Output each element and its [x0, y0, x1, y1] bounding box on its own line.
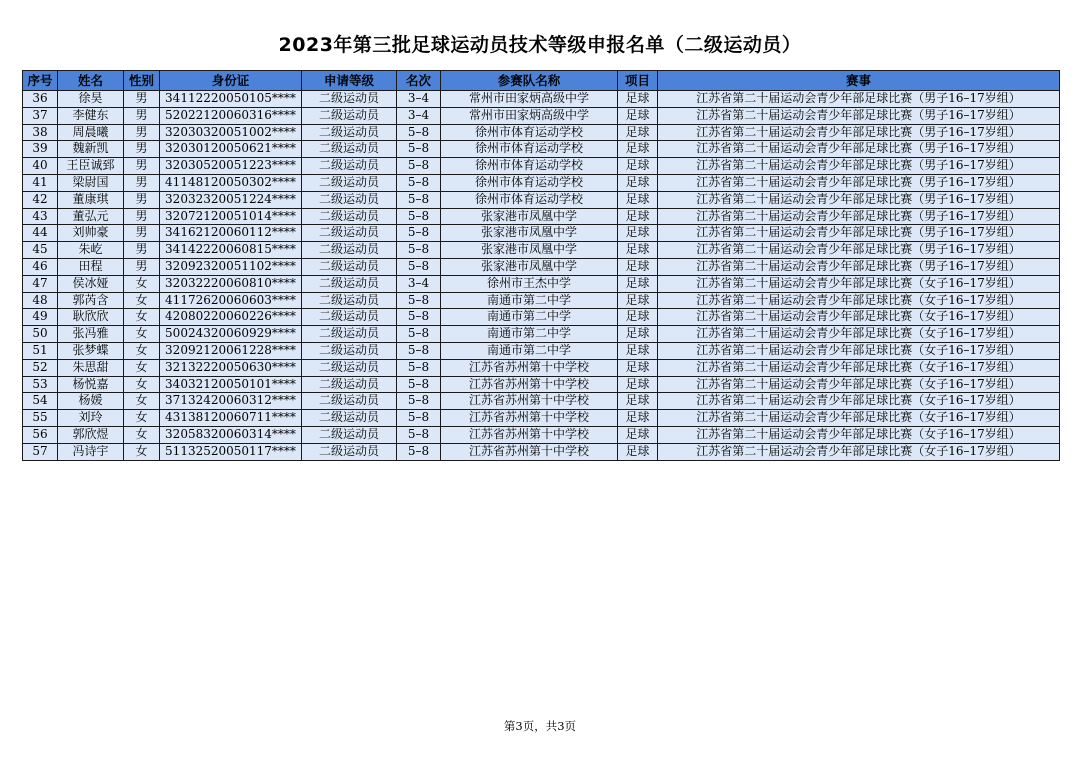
cell-gender: 男 — [124, 107, 160, 124]
cell-rank: 3–4 — [397, 91, 441, 108]
cell-id-number: 34112220050105**** — [160, 91, 302, 108]
cell-gender: 女 — [124, 376, 160, 393]
cell-team: 江苏省苏州第十中学校 — [441, 393, 618, 410]
cell-index: 37 — [23, 107, 58, 124]
cell-event: 江苏省第二十届运动会青少年部足球比赛（男子16–17岁组） — [658, 158, 1060, 175]
cell-team: 徐州市体育运动学校 — [441, 124, 618, 141]
cell-level: 二级运动员 — [302, 174, 397, 191]
page-title: 2023年第三批足球运动员技术等级申报名单（二级运动员） — [278, 34, 802, 56]
cell-name: 冯诗宇 — [58, 443, 124, 460]
cell-id-number: 50024320060929**** — [160, 326, 302, 343]
cell-level: 二级运动员 — [302, 359, 397, 376]
header-id-number: 身份证 — [160, 71, 302, 91]
cell-level: 二级运动员 — [302, 124, 397, 141]
cell-rank: 5–8 — [397, 443, 441, 460]
cell-index: 56 — [23, 426, 58, 443]
cell-event: 江苏省第二十届运动会青少年部足球比赛（女子16–17岁组） — [658, 326, 1060, 343]
cell-id-number: 32092120061228**** — [160, 342, 302, 359]
cell-gender: 女 — [124, 410, 160, 427]
cell-index: 39 — [23, 141, 58, 158]
cell-event: 江苏省第二十届运动会青少年部足球比赛（女子16–17岁组） — [658, 376, 1060, 393]
cell-gender: 男 — [124, 258, 160, 275]
cell-id-number: 37132420060312**** — [160, 393, 302, 410]
cell-name: 王臣诚郅 — [58, 158, 124, 175]
cell-name: 周晨曦 — [58, 124, 124, 141]
cell-sport: 足球 — [618, 258, 658, 275]
cell-sport: 足球 — [618, 174, 658, 191]
cell-gender: 男 — [124, 174, 160, 191]
cell-rank: 5–8 — [397, 258, 441, 275]
cell-gender: 女 — [124, 309, 160, 326]
cell-index: 53 — [23, 376, 58, 393]
table-row — [23, 326, 1060, 343]
cell-gender: 男 — [124, 191, 160, 208]
cell-level: 二级运动员 — [302, 225, 397, 242]
table-row — [23, 124, 1060, 141]
cell-event: 江苏省第二十届运动会青少年部足球比赛（男子16–17岁组） — [658, 91, 1060, 108]
cell-level: 二级运动员 — [302, 292, 397, 309]
header-index: 序号 — [23, 71, 58, 91]
cell-id-number: 32072120051014**** — [160, 208, 302, 225]
cell-rank: 5–8 — [397, 242, 441, 259]
cell-id-number: 32032220060810**** — [160, 275, 302, 292]
cell-name: 李健东 — [58, 107, 124, 124]
cell-level: 二级运动员 — [302, 275, 397, 292]
cell-id-number: 32092320051102**** — [160, 258, 302, 275]
cell-name: 董康琪 — [58, 191, 124, 208]
cell-index: 49 — [23, 309, 58, 326]
header-sport: 项目 — [618, 71, 658, 91]
cell-index: 48 — [23, 292, 58, 309]
header-rank: 名次 — [397, 71, 441, 91]
cell-id-number: 32058320060314**** — [160, 426, 302, 443]
cell-gender: 男 — [124, 208, 160, 225]
cell-team: 南通市第二中学 — [441, 326, 618, 343]
cell-level: 二级运动员 — [302, 443, 397, 460]
table-row — [23, 443, 1060, 460]
cell-event: 江苏省第二十届运动会青少年部足球比赛（女子16–17岁组） — [658, 309, 1060, 326]
cell-name: 侯冰娅 — [58, 275, 124, 292]
cell-index: 38 — [23, 124, 58, 141]
header-name: 姓名 — [58, 71, 124, 91]
table-row — [23, 107, 1060, 124]
cell-name: 杨悦嘉 — [58, 376, 124, 393]
cell-rank: 5–8 — [397, 326, 441, 343]
cell-team: 南通市第二中学 — [441, 342, 618, 359]
cell-id-number: 32032320051224**** — [160, 191, 302, 208]
cell-team: 张家港市凤凰中学 — [441, 242, 618, 259]
cell-gender: 女 — [124, 275, 160, 292]
cell-rank: 5–8 — [397, 342, 441, 359]
cell-sport: 足球 — [618, 158, 658, 175]
cell-level: 二级运动员 — [302, 426, 397, 443]
cell-id-number: 42080220060226**** — [160, 309, 302, 326]
table-row — [23, 292, 1060, 309]
cell-event: 江苏省第二十届运动会青少年部足球比赛（女子16–17岁组） — [658, 393, 1060, 410]
cell-name: 郭欣煜 — [58, 426, 124, 443]
cell-name: 耿欣欣 — [58, 309, 124, 326]
cell-rank: 5–8 — [397, 191, 441, 208]
cell-rank: 5–8 — [397, 376, 441, 393]
table-row — [23, 242, 1060, 259]
cell-index: 36 — [23, 91, 58, 108]
cell-gender: 女 — [124, 426, 160, 443]
table-row — [23, 158, 1060, 175]
cell-sport: 足球 — [618, 208, 658, 225]
cell-event: 江苏省第二十届运动会青少年部足球比赛（女子16–17岁组） — [658, 292, 1060, 309]
cell-team: 徐州市体育运动学校 — [441, 191, 618, 208]
cell-id-number: 32030120050621**** — [160, 141, 302, 158]
cell-event: 江苏省第二十届运动会青少年部足球比赛（女子16–17岁组） — [658, 342, 1060, 359]
cell-name: 刘帅豪 — [58, 225, 124, 242]
cell-index: 55 — [23, 410, 58, 427]
cell-team: 张家港市凤凰中学 — [441, 208, 618, 225]
cell-index: 40 — [23, 158, 58, 175]
cell-gender: 男 — [124, 141, 160, 158]
cell-level: 二级运动员 — [302, 309, 397, 326]
table-row — [23, 191, 1060, 208]
cell-rank: 5–8 — [397, 292, 441, 309]
cell-name: 朱思甜 — [58, 359, 124, 376]
cell-gender: 男 — [124, 158, 160, 175]
cell-team: 徐州市王杰中学 — [441, 275, 618, 292]
cell-index: 47 — [23, 275, 58, 292]
cell-event: 江苏省第二十届运动会青少年部足球比赛（男子16–17岁组） — [658, 141, 1060, 158]
cell-rank: 3–4 — [397, 275, 441, 292]
cell-sport: 足球 — [618, 393, 658, 410]
cell-rank: 5–8 — [397, 393, 441, 410]
cell-event: 江苏省第二十届运动会青少年部足球比赛（男子16–17岁组） — [658, 107, 1060, 124]
cell-gender: 男 — [124, 242, 160, 259]
table-row — [23, 342, 1060, 359]
cell-sport: 足球 — [618, 225, 658, 242]
cell-team: 南通市第二中学 — [441, 292, 618, 309]
table-row — [23, 426, 1060, 443]
table-row — [23, 376, 1060, 393]
cell-level: 二级运动员 — [302, 141, 397, 158]
cell-id-number: 34142220060815**** — [160, 242, 302, 259]
header-team: 参赛队名称 — [441, 71, 618, 91]
cell-index: 57 — [23, 443, 58, 460]
cell-id-number: 43138120060711**** — [160, 410, 302, 427]
cell-event: 江苏省第二十届运动会青少年部足球比赛（男子16–17岁组） — [658, 242, 1060, 259]
cell-index: 54 — [23, 393, 58, 410]
cell-level: 二级运动员 — [302, 376, 397, 393]
cell-rank: 5–8 — [397, 309, 441, 326]
cell-sport: 足球 — [618, 443, 658, 460]
cell-gender: 男 — [124, 124, 160, 141]
cell-name: 郭芮含 — [58, 292, 124, 309]
cell-event: 江苏省第二十届运动会青少年部足球比赛（女子16–17岁组） — [658, 443, 1060, 460]
cell-rank: 5–8 — [397, 141, 441, 158]
cell-name: 田程 — [58, 258, 124, 275]
cell-team: 江苏省苏州第十中学校 — [441, 443, 618, 460]
table-row — [23, 410, 1060, 427]
athlete-table — [22, 70, 1060, 461]
cell-name: 魏新凯 — [58, 141, 124, 158]
cell-name: 朱屹 — [58, 242, 124, 259]
header-gender: 性别 — [124, 71, 160, 91]
cell-event: 江苏省第二十届运动会青少年部足球比赛（女子16–17岁组） — [658, 426, 1060, 443]
cell-level: 二级运动员 — [302, 410, 397, 427]
cell-rank: 5–8 — [397, 410, 441, 427]
cell-sport: 足球 — [618, 141, 658, 158]
table-row — [23, 208, 1060, 225]
table-row — [23, 258, 1060, 275]
cell-team: 江苏省苏州第十中学校 — [441, 376, 618, 393]
cell-team: 常州市田家炳高级中学 — [441, 107, 618, 124]
cell-sport: 足球 — [618, 91, 658, 108]
cell-rank: 5–8 — [397, 124, 441, 141]
cell-index: 41 — [23, 174, 58, 191]
cell-event: 江苏省第二十届运动会青少年部足球比赛（女子16–17岁组） — [658, 275, 1060, 292]
cell-rank: 5–8 — [397, 426, 441, 443]
cell-rank: 5–8 — [397, 174, 441, 191]
cell-team: 江苏省苏州第十中学校 — [441, 410, 618, 427]
cell-index: 43 — [23, 208, 58, 225]
cell-team: 徐州市体育运动学校 — [441, 141, 618, 158]
cell-id-number: 41148120050302**** — [160, 174, 302, 191]
cell-sport: 足球 — [618, 275, 658, 292]
cell-name: 刘玲 — [58, 410, 124, 427]
cell-index: 44 — [23, 225, 58, 242]
cell-team: 徐州市体育运动学校 — [441, 174, 618, 191]
cell-index: 50 — [23, 326, 58, 343]
cell-level: 二级运动员 — [302, 258, 397, 275]
table-row — [23, 275, 1060, 292]
cell-rank: 5–8 — [397, 225, 441, 242]
cell-gender: 女 — [124, 326, 160, 343]
cell-level: 二级运动员 — [302, 242, 397, 259]
header-level: 申请等级 — [302, 71, 397, 91]
cell-gender: 男 — [124, 225, 160, 242]
cell-team: 江苏省苏州第十中学校 — [441, 359, 618, 376]
table-body — [23, 91, 1060, 461]
table-row — [23, 393, 1060, 410]
cell-id-number: 52022120060316**** — [160, 107, 302, 124]
cell-sport: 足球 — [618, 410, 658, 427]
cell-gender: 女 — [124, 292, 160, 309]
cell-sport: 足球 — [618, 426, 658, 443]
cell-team: 张家港市凤凰中学 — [441, 225, 618, 242]
cell-sport: 足球 — [618, 107, 658, 124]
cell-id-number: 34032120050101**** — [160, 376, 302, 393]
cell-id-number: 32030520051223**** — [160, 158, 302, 175]
cell-name: 杨媛 — [58, 393, 124, 410]
cell-team: 南通市第二中学 — [441, 309, 618, 326]
cell-level: 二级运动员 — [302, 107, 397, 124]
header-event: 赛事 — [658, 71, 1060, 91]
cell-gender: 男 — [124, 91, 160, 108]
cell-sport: 足球 — [618, 124, 658, 141]
cell-level: 二级运动员 — [302, 326, 397, 343]
cell-event: 江苏省第二十届运动会青少年部足球比赛（女子16–17岁组） — [658, 410, 1060, 427]
cell-event: 江苏省第二十届运动会青少年部足球比赛（男子16–17岁组） — [658, 174, 1060, 191]
cell-sport: 足球 — [618, 359, 658, 376]
cell-event: 江苏省第二十届运动会青少年部足球比赛（男子16–17岁组） — [658, 191, 1060, 208]
cell-name: 张冯雅 — [58, 326, 124, 343]
table-header-row — [23, 71, 1060, 91]
cell-index: 42 — [23, 191, 58, 208]
cell-sport: 足球 — [618, 292, 658, 309]
table-row — [23, 225, 1060, 242]
cell-team: 徐州市体育运动学校 — [441, 158, 618, 175]
table-row — [23, 174, 1060, 191]
cell-index: 45 — [23, 242, 58, 259]
cell-team: 常州市田家炳高级中学 — [441, 91, 618, 108]
table-row — [23, 91, 1060, 108]
cell-name: 张梦蝶 — [58, 342, 124, 359]
cell-event: 江苏省第二十届运动会青少年部足球比赛（男子16–17岁组） — [658, 208, 1060, 225]
cell-level: 二级运动员 — [302, 393, 397, 410]
cell-level: 二级运动员 — [302, 91, 397, 108]
table-row — [23, 359, 1060, 376]
cell-event: 江苏省第二十届运动会青少年部足球比赛（男子16–17岁组） — [658, 258, 1060, 275]
cell-gender: 女 — [124, 393, 160, 410]
cell-sport: 足球 — [618, 191, 658, 208]
cell-name: 董弘元 — [58, 208, 124, 225]
cell-id-number: 51132520050117**** — [160, 443, 302, 460]
cell-id-number: 34162120060112**** — [160, 225, 302, 242]
cell-level: 二级运动员 — [302, 208, 397, 225]
table-row — [23, 141, 1060, 158]
cell-name: 梁尉国 — [58, 174, 124, 191]
cell-id-number: 41172620060603**** — [160, 292, 302, 309]
cell-gender: 女 — [124, 359, 160, 376]
cell-sport: 足球 — [618, 376, 658, 393]
cell-gender: 女 — [124, 342, 160, 359]
cell-sport: 足球 — [618, 242, 658, 259]
cell-gender: 女 — [124, 443, 160, 460]
cell-sport: 足球 — [618, 342, 658, 359]
cell-index: 46 — [23, 258, 58, 275]
cell-level: 二级运动员 — [302, 158, 397, 175]
cell-team: 江苏省苏州第十中学校 — [441, 426, 618, 443]
cell-index: 52 — [23, 359, 58, 376]
cell-rank: 5–8 — [397, 158, 441, 175]
cell-rank: 5–8 — [397, 208, 441, 225]
cell-event: 江苏省第二十届运动会青少年部足球比赛（男子16–17岁组） — [658, 225, 1060, 242]
cell-team: 张家港市凤凰中学 — [441, 258, 618, 275]
cell-id-number: 32030320051002**** — [160, 124, 302, 141]
cell-level: 二级运动员 — [302, 191, 397, 208]
cell-rank: 3–4 — [397, 107, 441, 124]
table-row — [23, 309, 1060, 326]
cell-rank: 5–8 — [397, 359, 441, 376]
cell-index: 51 — [23, 342, 58, 359]
cell-name: 徐昊 — [58, 91, 124, 108]
cell-level: 二级运动员 — [302, 342, 397, 359]
cell-id-number: 32132220050630**** — [160, 359, 302, 376]
cell-sport: 足球 — [618, 326, 658, 343]
cell-event: 江苏省第二十届运动会青少年部足球比赛（男子16–17岁组） — [658, 124, 1060, 141]
cell-event: 江苏省第二十届运动会青少年部足球比赛（女子16–17岁组） — [658, 359, 1060, 376]
cell-sport: 足球 — [618, 309, 658, 326]
page-footer: 第3页，共3页 — [503, 719, 577, 733]
